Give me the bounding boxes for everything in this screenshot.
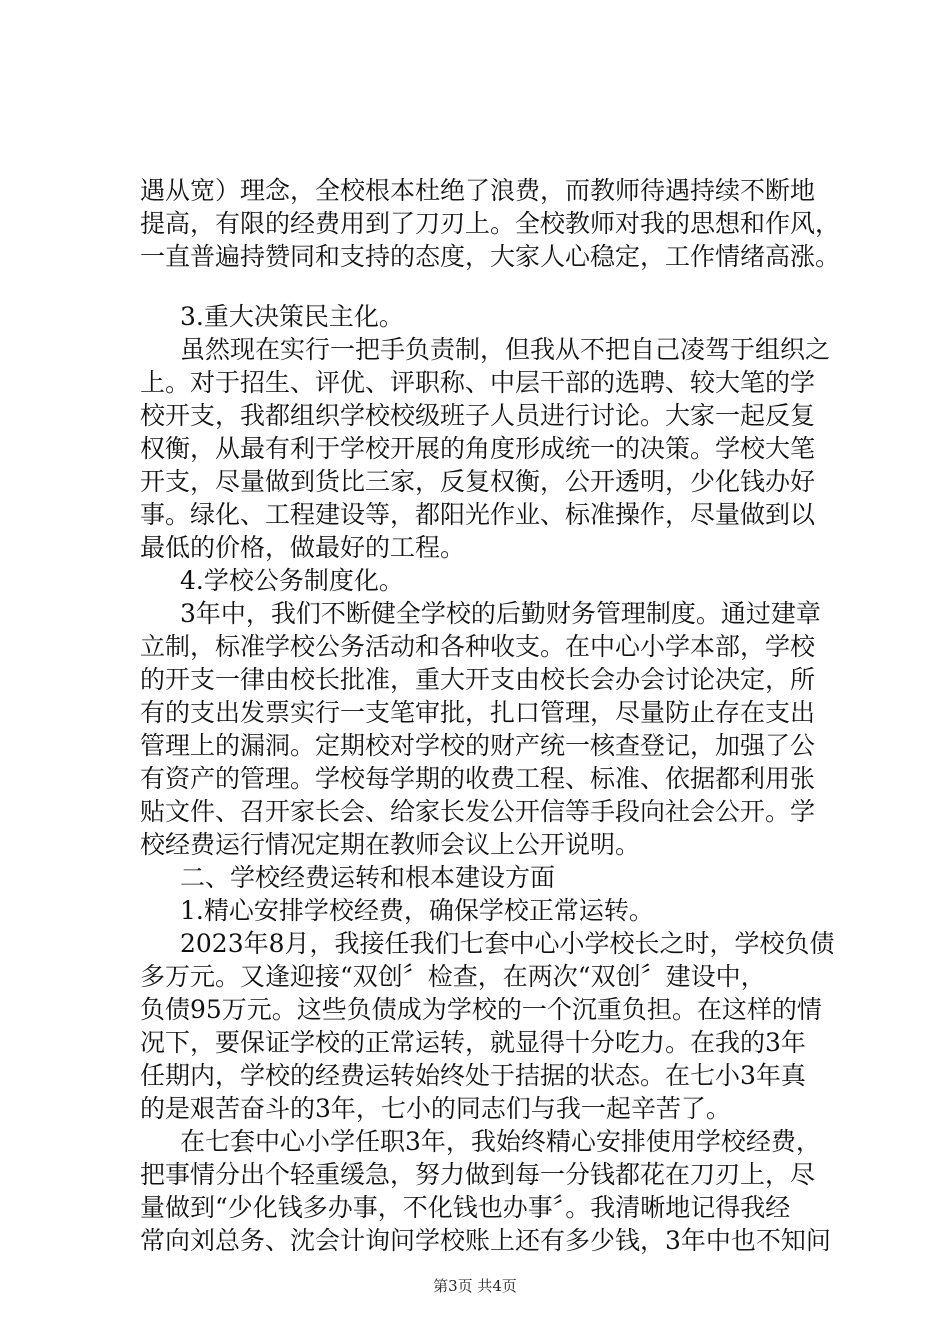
text-line: 2023年8月，我接任我们七套中心小学校长之时，学校负债	[180, 929, 835, 958]
text-line: 上。对于招生、评优、评职称、中层干部的选聘、较大笔的学	[140, 368, 816, 397]
text-line: 的是艰苦奋斗的3年，七小的同志们与我一起辛苦了。	[140, 1094, 731, 1123]
text-line: 权衡，从最有利于学校开展的角度形成统一的决策。学校大笔	[140, 434, 816, 463]
text-line: 在七套中心小学任职3年，我始终精心安排使用学校经费，	[180, 1127, 821, 1156]
text-line: 把事情分出个轻重缓急，努力做到每一分钱都花在刀刃上，尽	[140, 1160, 816, 1189]
text-line: 任期内，学校的经费运转始终处于拮据的状态。在七小3年真	[140, 1061, 806, 1090]
text-line: 有资产的管理。学校每学期的收费工程、标准、依据都利用张	[140, 764, 816, 793]
text-line: 贴文件、召开家长会、给家长发公开信等手段向社会公开。学	[140, 797, 816, 826]
text-line: 常向刘总务、沈会计询问学校账上还有多少钱，3年中也不知问	[140, 1226, 831, 1255]
text-line: 的开支一律由校长批准，重大开支由校长会办会讨论决定，所	[140, 665, 816, 694]
text-line: 校开支，我都组织学校校级班子人员进行讨论。大家一起反复	[140, 401, 816, 430]
page-number: 第3页 共4页	[433, 1277, 517, 1295]
text-line: 管理上的漏洞。定期校对学校的财产统一核查登记，加强了公	[140, 731, 816, 760]
text-line: 虽然现在实行一把手负责制，但我从不把自己凌驾于组织之	[180, 335, 831, 364]
text-line: 开支，尽量做到货比三家，反复权衡，公开透明，少化钱办好	[140, 467, 816, 496]
text-line: 校经费运行情况定期在教师会议上公开说明。	[140, 830, 641, 859]
text-line: 一直普遍持赞同和支持的态度，大家人心稳定，工作情绪高涨。	[140, 242, 841, 271]
text-line: 立制，标准学校公务活动和各种收支。在中心小学本部，学校	[140, 632, 816, 661]
section-heading: 1.精心安排学校经费，确保学校正常运转。	[180, 896, 654, 925]
text-line: 提高，有限的经费用到了刀刃上。全校教师对我的思想和作风，	[140, 209, 841, 238]
text-line: 3年中，我们不断健全学校的后勤财务管理制度。通过建章	[180, 599, 821, 628]
text-line: 最低的价格，做最好的工程。	[140, 533, 466, 562]
text-line: 有的支出发票实行一支笔审批，扎口管理，尽量防止存在支出	[140, 698, 816, 727]
section-heading: 4.学校公务制度化。	[180, 566, 404, 595]
text-line: 况下，要保证学校的正常运转，就显得十分吃力。在我的3年	[140, 1028, 806, 1057]
section-heading: 二、学校经费运转和根本建设方面	[180, 863, 556, 892]
text-line: 负债95万元。这些负债成为学校的一个沉重负担。在这样的情	[140, 995, 822, 1024]
text-line: 量做到“少化钱多办事，不化钱也办事〞。我清晰地记得我经	[140, 1193, 791, 1222]
text-line: 多万元。又逢迎接“双创〞检查，在两次“双创〞建设中，	[140, 962, 766, 991]
text-line: 事。绿化、工程建设等，都阳光作业、标准操作，尽量做到以	[140, 500, 816, 529]
text-line: 遇从宽）理念，全校根本杜绝了浪费，而教师待遇持续不断地	[140, 176, 816, 205]
section-heading: 3.重大决策民主化。	[180, 302, 404, 331]
